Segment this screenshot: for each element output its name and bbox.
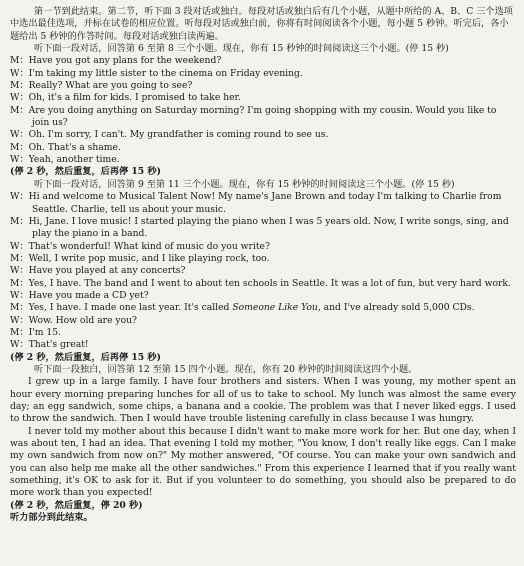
monologue-paragraph: I never told my mother about this because I didn't want to make more work for her. But one day, when I was about ten, I had an idea. That evening I told my mother, "You know, I don't really like eggs. Can I make my own sandwich from now on?" My mother answered, "Of course. You can make your own sandwich and you can also help me make all the other sandwiches." From this experience I learned that if you really want something, it's OK to ask for it. But if you volunteer to do something, you should also be prepared to do more work than you expected! <box>10 425 516 499</box>
dialogue-2 <box>10 179 516 364</box>
dialogue-1-instruction: 听下面一段对话，回答第 6 至第 8 三个小题。现在，你有 15 秒钟的时间阅读这三个小题。(停 15 秒) <box>34 43 449 55</box>
monologue-paragraph: I grew up in a large family. I have four brothers and sisters. When I was young, my mother spent an hour every morning preparing lunches for all of us to take to school. My lunch was almost the same every day; an egg sandwich, some chips, a banana and a cookie. The problem was that I never liked eggs. I used to throw the sandwich. Then I would have trouble listening carefully in class because I was hungry. <box>10 376 516 425</box>
dialogue-1 <box>10 43 516 179</box>
monologue-instruction: 听下面一段独白，回答第 12 至第 15 四个小题。现在，你有 20 秒钟的时间阅读这四个小题。 <box>34 363 418 375</box>
pause-note: (停 2 秒，然后重复，后再停 15 秒) <box>10 351 161 363</box>
dialogue-line: W：I'm taking my little sister to the cinema on Friday evening. <box>10 67 303 79</box>
dialogue-line: W：Have you played at any concerts? <box>10 265 186 277</box>
dialogue-line: W：Wow. How old are you? <box>10 314 137 326</box>
dialogue-line: W：Yeah, another time. <box>10 154 120 166</box>
dialogue-line: M：Are you doing anything on Saturday morning? I'm going shopping with my cousin. Would you like to join us? <box>10 104 497 129</box>
dialogue-line: M：Really? What are you going to see? <box>10 80 193 92</box>
cd-line-text-after: , and I've already sold 5,000 CDs. <box>317 302 475 314</box>
dialogue-line: M：Hi, Jane. I love music! I started playing the piano when I was 5 years old. Now, I write songs, sing, and play the piano in a band. <box>10 215 509 240</box>
listening-end: 听力部分到此结束。 <box>10 512 93 524</box>
dialogue-line: W：Have you made a CD yet? <box>10 289 149 301</box>
dialogue-line: W：That's wonderful! What kind of music do you write? <box>10 240 270 252</box>
dialogue-line: M：Have you got any plans for the weekend? <box>10 55 222 67</box>
dialogue-line: M：Yes, I have. The band and I went to about ten schools in Seattle. It was a lot of fun, but very hard work. <box>10 277 511 289</box>
dialogue-line-cd <box>10 302 516 314</box>
pause-note: (停 2 秒，然后重复，停 20 秒) <box>10 499 143 511</box>
monologue <box>10 364 516 512</box>
pause-note: (停 2 秒，然后重复，后再停 15 秒) <box>10 166 161 178</box>
dialogue-line: W：That's great! <box>10 339 89 351</box>
dialogue-line: W：Hi and welcome to Musical Talent Now! My name's Jane Brown and today I'm talking to Charlie from Seattle. Charlie, tell us about your music. <box>10 191 502 215</box>
dialogue-line: M：Well, I write pop music, and I like playing rock, too. <box>10 252 270 264</box>
dialogue-line: M：Oh. That's a shame. <box>10 141 121 153</box>
dialogue-2-instruction: 听下面一段对话，回答第 9 至第 11 三个小题。现在，你有 15 秒钟的时间阅读这三个小题。(停 15 秒) <box>34 178 455 190</box>
dialogue-line: M：I'm 15. <box>10 326 61 338</box>
dialogue-line: W：Oh. I'm sorry, I can't. My grandfather is coming round to see us. <box>10 129 329 141</box>
section-intro: 第一节到此结束。第二节，听下面 3 段对话或独白。每段对话或独白后有几个小题，从题中所给的 A、B、C 三个选项中选出最佳选项，并标在试卷的相应位置。听每段对话或独白前，你将有时间阅读各个小题，每小题 5 秒钟。听完后，各小题给出 5 秒钟的作答时间。每段对话或独白读两遍。 <box>10 6 513 42</box>
cd-title: Someone Like You <box>232 302 318 314</box>
dialogue-line: W：Oh, it's a film for kids. I promised to take her. <box>10 92 241 104</box>
cd-line-text-before: M：Yes, I have. I made one last year. It's called <box>10 302 233 314</box>
